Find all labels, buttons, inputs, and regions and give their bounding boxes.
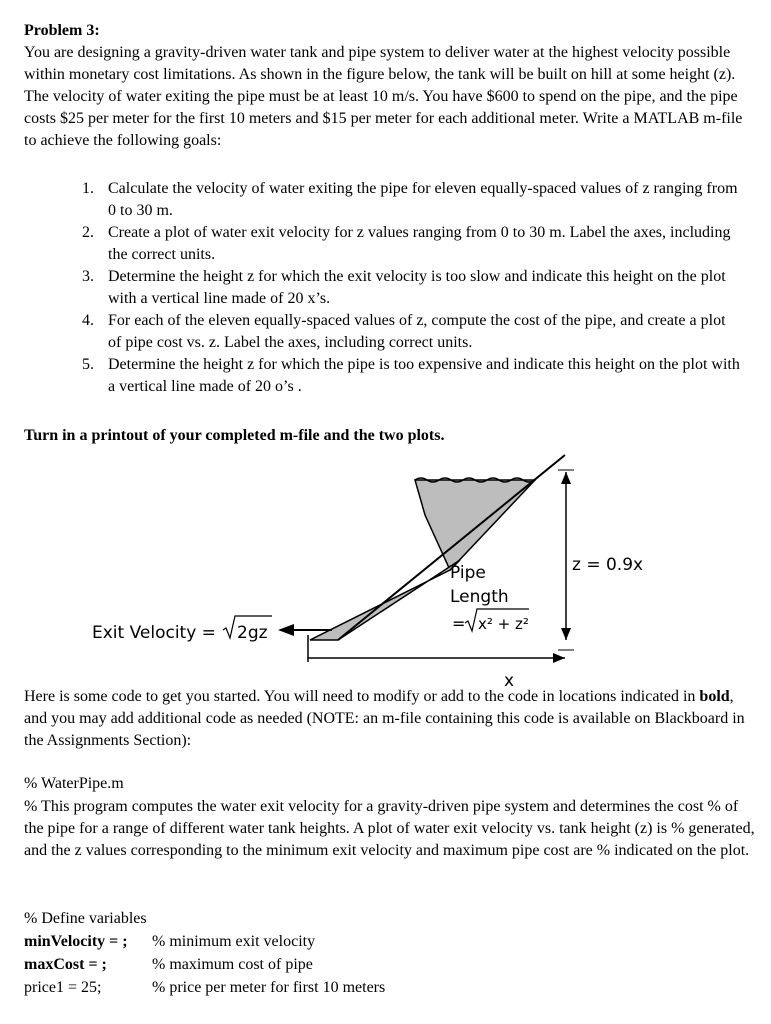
pipe-length-formula: x² + z² <box>478 615 529 633</box>
x-arrow-icon <box>553 653 565 663</box>
exit-velocity-arrow-icon <box>278 624 294 636</box>
code-line <box>24 954 107 976</box>
pipe-formula-prefix: = <box>452 614 466 633</box>
pipe <box>310 560 460 640</box>
goal-number: 3. <box>82 268 94 285</box>
goal-text: Determine the height z for which the pipe is too expensive and indicate this height on the plot with a vertical line made of 20 o’s . <box>108 356 740 395</box>
code-statement: price1 = 25; <box>24 979 102 996</box>
goal-text: Calculate the velocity of water exiting the pipe for eleven equally-spaced values of z ranging from 0 to 30 m. <box>108 180 738 219</box>
code-comment-filename: % WaterPipe.m <box>24 775 124 792</box>
intro-to-code-bold: bold <box>699 688 730 705</box>
goal-text: Determine the height z for which the exit velocity is too slow and indicate this height on the plot with a vertical line made of 20 x’s. <box>108 268 726 307</box>
code-line <box>24 931 128 953</box>
goal-item <box>60 266 740 310</box>
goal-item <box>60 310 740 354</box>
goal-item <box>60 178 740 222</box>
problem-title: Problem 3: <box>24 22 100 39</box>
z-arrow-down-icon <box>561 628 571 640</box>
exit-velocity-label: Exit Velocity = <box>92 623 216 643</box>
code-line <box>24 977 101 999</box>
goal-text: Create a plot of water exit velocity for z values ranging from 0 to 30 m. Label the axes, including the correct units. <box>108 224 731 263</box>
goal-number: 4. <box>82 312 94 329</box>
problem-intro: You are designing a gravity-driven water tank and pipe system to deliver water at the highest velocity possible within monetary cost limitations. As shown in the figure below, the tank will be built on hill at some height (z). The velocity of water exiting the pipe must be at least 10 m/s. You have $600 to spend on the pipe, and the pipe costs $25 per meter for the first 10 meters and $15 per meter for each additional meter. Write a MATLAB m-file to achieve the following goals: <box>24 44 743 149</box>
goal-item <box>60 354 740 398</box>
intro-to-code <box>24 686 754 752</box>
goal-number: 1. <box>82 180 94 197</box>
goal-text: For each of the eleven equally-spaced values of z, compute the cost of the pipe, and create a plot of pipe cost vs. z. Label the axes, including correct units. <box>108 312 726 351</box>
goal-item <box>60 222 740 266</box>
x-axis-label: x <box>504 671 515 690</box>
intro-to-code-tail: , and you may add additional code as needed (NOTE: an m-file containing this code is available on Blackboard in the Assignments Section): <box>24 688 745 749</box>
tank-pipe-figure <box>80 440 700 690</box>
turn-in-instruction: Turn in a printout of your completed m-file and the two plots. <box>24 427 445 444</box>
goal-number: 2. <box>82 224 94 241</box>
pipe-label: Pipe <box>450 563 486 583</box>
code-comment: % maximum cost of pipe <box>152 956 313 973</box>
code-comment: % minimum exit velocity <box>152 933 316 950</box>
z-arrow-up-icon <box>561 472 571 484</box>
code-statement: maxCost = ; <box>24 956 107 973</box>
goals-list <box>60 178 740 398</box>
code-comment: % price per meter for first 10 meters <box>152 979 386 996</box>
code-comment-description: % This program computes the water exit velocity for a gravity-driven pipe system and determines the cost % of the pipe for a range of different water tank heights. A plot of water exit velocity vs. tank height (z) is % generated, and the z values corresponding to the minimum exit velocity and maximum pipe cost are % indicated on the plot. <box>24 798 755 859</box>
exit-velocity-expression: 2gz <box>237 623 268 643</box>
intro-to-code-text: Here is some code to get you started. You will need to modify or add to the code in locations indicated in <box>24 688 700 705</box>
z-equation-label: z = 0.9x <box>572 555 644 575</box>
code-statement: minVelocity = ; <box>24 933 128 950</box>
code-comment-define: % Define variables <box>24 910 147 927</box>
length-label: Length <box>450 587 509 607</box>
goal-number: 5. <box>82 356 94 373</box>
